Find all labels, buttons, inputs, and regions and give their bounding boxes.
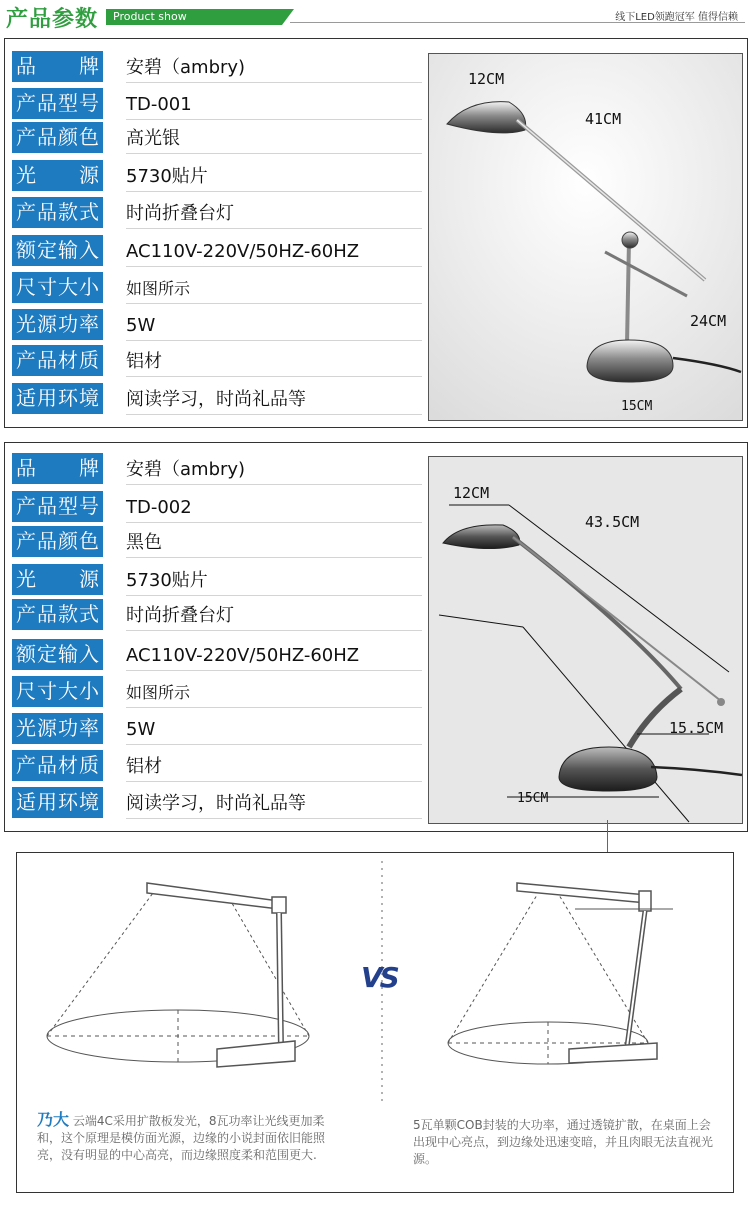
spec-label: 光 源: [12, 160, 103, 191]
spec-label: 产品颜色: [12, 526, 103, 557]
brand-highlight: 乃大: [37, 1110, 70, 1129]
dimension-height: 24CM: [690, 312, 727, 330]
spec-value: 铝材: [126, 345, 422, 377]
vs-text: VS: [361, 961, 397, 994]
spec-value: 5W: [126, 309, 422, 341]
spec-value: 安碧（ambry): [126, 51, 422, 83]
spec-label: 光 源: [12, 564, 103, 595]
right-caption: 5瓦单颗COB封装的大功率，通过透镜扩散，在桌面上会出现中心亮点，到边缘处迅速变暗，并且肉眼无法直视光源。: [413, 1118, 714, 1166]
spec-label: 产品款式: [12, 197, 103, 228]
spec-value: 安碧（ambry): [126, 453, 422, 485]
light-comparison-panel: [16, 852, 734, 1193]
spec-label: 额定输入: [12, 235, 103, 266]
section-subtitle: Product show: [113, 10, 187, 23]
spec-value: TD-001: [126, 88, 422, 120]
spec-label: 尺寸大小: [12, 272, 103, 303]
spec-value: TD-002: [126, 491, 422, 523]
spec-label: 产品颜色: [12, 122, 103, 153]
spec-value: 时尚折叠台灯: [126, 197, 422, 229]
spec-value: 高光银: [126, 122, 422, 154]
spec-label: 光源功率: [12, 713, 103, 744]
lamp-illustration: [429, 457, 742, 823]
spec-label: 适用环境: [12, 787, 103, 818]
dimension-arm: 43.5CM: [585, 513, 640, 531]
spec-label: 产品材质: [12, 345, 103, 376]
product-panel-1: [4, 38, 748, 428]
left-caption-text: 云端4C采用扩散板发光，8瓦功率让光线更加柔和，这个原理是模仿面光源，边缘的小说封面依旧能照亮，没有明显的中心高亮，而边缘照度柔和范围更大.: [37, 1114, 326, 1162]
dimension-arm: 41CM: [585, 110, 622, 128]
section-header: [0, 0, 750, 34]
spec-label: 产品型号: [12, 491, 103, 522]
dimension-head: 12CM: [453, 484, 490, 502]
spec-value: 时尚折叠台灯: [126, 599, 422, 631]
spec-value: AC110V-220V/50HZ-60HZ: [126, 639, 422, 671]
product-photo-silver-lamp: [428, 53, 743, 421]
spec-label: 产品款式: [12, 599, 103, 630]
spec-label: 额定输入: [12, 639, 103, 670]
spec-value: 阅读学习，时尚礼品等: [126, 383, 422, 415]
spec-label: 品 牌: [12, 453, 103, 484]
spec-label: 产品材质: [12, 750, 103, 781]
spec-value: 黑色: [126, 526, 422, 558]
spec-value: AC110V-220V/50HZ-60HZ: [126, 235, 422, 267]
spec-label: 适用环境: [12, 383, 103, 414]
spec-value: 如图所示: [126, 676, 422, 708]
spec-value: 5730贴片: [126, 160, 422, 192]
spec-value: 如图所示: [126, 272, 422, 304]
spec-value: 阅读学习，时尚礼品等: [126, 787, 422, 819]
product-panel-2: [4, 442, 748, 832]
spec-label: 品 牌: [12, 51, 103, 82]
dimension-height: 15.5CM: [669, 719, 724, 737]
spec-label: 光源功率: [12, 309, 103, 340]
left-caption: [37, 1111, 347, 1164]
section-title: 产品参数: [6, 7, 99, 32]
header-slogan: 线下LED领跑冠军 值得信赖: [615, 12, 738, 23]
product-photo-black-lamp: [428, 456, 743, 824]
spec-value: 5W: [126, 713, 422, 745]
spec-label: 尺寸大小: [12, 676, 103, 707]
vs-badge: [361, 961, 397, 994]
spec-value: 5730贴片: [126, 564, 422, 596]
dimension-base: 15CM: [517, 791, 549, 806]
dimension-base: 15CM: [621, 399, 653, 414]
lamp-illustration: [429, 54, 742, 420]
dimension-head: 12CM: [468, 70, 505, 88]
spec-value: 铝材: [126, 750, 422, 782]
spec-label: 产品型号: [12, 88, 103, 119]
connector-line: [607, 820, 608, 854]
